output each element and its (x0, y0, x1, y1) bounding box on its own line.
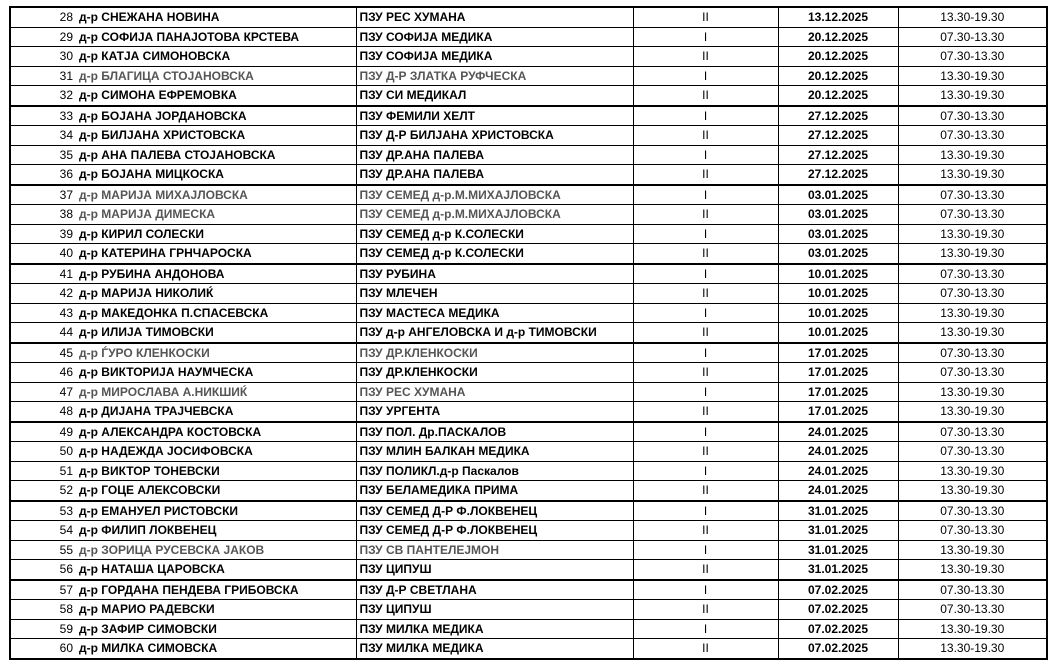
table-row (10, 461, 1047, 481)
duty-time-cell: 13.30-19.30 (898, 540, 1047, 560)
row-number-cell: 47 (10, 382, 76, 402)
row-number-cell: 44 (10, 323, 76, 343)
doctor-name-cell: д-р ДИЈАНА ТРАЈЧЕВСКА (76, 402, 356, 422)
duty-date-cell: 10.01.2025 (778, 303, 898, 323)
doctor-name-cell: д-р ГОРДАНА ПЕНДЕВА ГРИБОВСКА (76, 580, 356, 600)
duty-time-cell: 07.30-13.30 (898, 185, 1047, 205)
duty-date-cell: 24.01.2025 (778, 461, 898, 481)
duty-time-cell: 13.30-19.30 (898, 619, 1047, 639)
duty-date-cell: 31.01.2025 (778, 501, 898, 521)
duty-date-cell: 07.02.2025 (778, 619, 898, 639)
duty-date-cell: 03.01.2025 (778, 185, 898, 205)
duty-time-cell: 13.30-19.30 (898, 382, 1047, 402)
shift-cell: II (633, 600, 778, 620)
clinic-name-cell: ПЗУ ЦИПУШ (356, 560, 633, 580)
table-row (10, 540, 1047, 560)
row-number-cell: 52 (10, 481, 76, 501)
shift-cell: I (633, 619, 778, 639)
duty-date-cell: 27.12.2025 (778, 165, 898, 185)
shift-cell: I (633, 224, 778, 244)
clinic-name-cell: ПЗУ ПОЛИКЛ.д-р Паскалов (356, 461, 633, 481)
shift-cell: I (633, 106, 778, 126)
duty-time-cell: 07.30-13.30 (898, 126, 1047, 146)
duty-time-cell: 13.30-19.30 (898, 461, 1047, 481)
clinic-name-cell: ПЗУ Д-Р ЗЛАТКА РУФЧЕСКА (356, 66, 633, 86)
duty-time-cell: 13.30-19.30 (898, 481, 1047, 501)
shift-cell: I (633, 580, 778, 600)
clinic-name-cell: ПЗУ РУБИНА (356, 264, 633, 284)
doctor-name-cell: д-р МИРОСЛАВА А.НИКШИЌ (76, 382, 356, 402)
table-row (10, 165, 1047, 185)
table-row (10, 126, 1047, 146)
clinic-name-cell: ПЗУ Д-Р БИЛЈАНА ХРИСТОВСКА (356, 126, 633, 146)
shift-cell: I (633, 461, 778, 481)
duty-date-cell: 31.01.2025 (778, 540, 898, 560)
clinic-name-cell: ПЗУ РЕС ХУМАНА (356, 382, 633, 402)
duty-date-cell: 03.01.2025 (778, 205, 898, 225)
clinic-name-cell: ПЗУ МЛЕЧЕН (356, 284, 633, 304)
row-number-cell: 54 (10, 521, 76, 541)
doctor-name-cell: д-р АЛЕКСАНДРА КОСТОВСКА (76, 422, 356, 442)
table-row (10, 580, 1047, 600)
row-number-cell: 51 (10, 461, 76, 481)
duty-time-cell: 13.30-19.30 (898, 639, 1047, 659)
shift-cell: I (633, 540, 778, 560)
doctor-name-cell: д-р НАДЕЖДА ЈОСИФОВСКА (76, 442, 356, 462)
row-number-cell: 58 (10, 600, 76, 620)
table-row (10, 106, 1047, 126)
clinic-name-cell: ПЗУ СЕМЕД д-р.М.МИХАЈЛОВСКА (356, 205, 633, 225)
doctor-name-cell: д-р ЗАФИР СИМОВСКИ (76, 619, 356, 639)
row-number-cell: 39 (10, 224, 76, 244)
duty-date-cell: 17.01.2025 (778, 402, 898, 422)
clinic-name-cell: ПЗУ СВ ПАНТЕЛЕЈМОН (356, 540, 633, 560)
clinic-name-cell: ПЗУ СЕМЕД д-р.М.МИХАЈЛОВСКА (356, 185, 633, 205)
clinic-name-cell: ПЗУ РЕС ХУМАНА (356, 7, 633, 27)
shift-cell: II (633, 481, 778, 501)
duty-date-cell: 07.02.2025 (778, 639, 898, 659)
duty-date-cell: 17.01.2025 (778, 363, 898, 383)
doctor-name-cell: д-р БОЈАНА ЈОРДАНОВСКА (76, 106, 356, 126)
duty-time-cell: 13.30-19.30 (898, 560, 1047, 580)
doctor-name-cell: д-р АНА ПАЛЕВА СТОЈАНОВСКА (76, 145, 356, 165)
duty-time-cell: 07.30-13.30 (898, 442, 1047, 462)
table-row (10, 145, 1047, 165)
doctor-name-cell: д-р КИРИЛ СОЛЕСКИ (76, 224, 356, 244)
duty-date-cell: 10.01.2025 (778, 323, 898, 343)
duty-time-cell: 07.30-13.30 (898, 580, 1047, 600)
duty-time-cell: 07.30-13.30 (898, 422, 1047, 442)
duty-date-cell: 27.12.2025 (778, 106, 898, 126)
schedule-table (9, 6, 1048, 660)
table-row (10, 619, 1047, 639)
row-number-cell: 33 (10, 106, 76, 126)
duty-time-cell: 07.30-13.30 (898, 264, 1047, 284)
duty-date-cell: 07.02.2025 (778, 600, 898, 620)
shift-cell: I (633, 66, 778, 86)
clinic-name-cell: ПЗУ ДР.КЛЕНКОСКИ (356, 343, 633, 363)
clinic-name-cell: ПЗУ СИ МЕДИКАЛ (356, 86, 633, 106)
duty-date-cell: 10.01.2025 (778, 264, 898, 284)
shift-cell: I (633, 303, 778, 323)
row-number-cell: 36 (10, 165, 76, 185)
row-number-cell: 35 (10, 145, 76, 165)
doctor-name-cell: д-р МАКЕДОНКА П.СПАСЕВСКА (76, 303, 356, 323)
row-number-cell: 53 (10, 501, 76, 521)
doctor-name-cell: д-р МАРИО РАДЕВСКИ (76, 600, 356, 620)
clinic-name-cell: ПЗУ СОФИЈА МЕДИКА (356, 27, 633, 47)
doctor-name-cell: д-р ИЛИЈА ТИМОВСКИ (76, 323, 356, 343)
duty-date-cell: 20.12.2025 (778, 86, 898, 106)
shift-cell: I (633, 382, 778, 402)
shift-cell: I (633, 422, 778, 442)
doctor-name-cell: д-р ЗОРИЦА РУСЕВСКА ЈАКОВ (76, 540, 356, 560)
row-number-cell: 31 (10, 66, 76, 86)
table-row (10, 501, 1047, 521)
duty-time-cell: 07.30-13.30 (898, 47, 1047, 67)
doctor-name-cell: д-р БЛАГИЦА СТОЈАНОВСКА (76, 66, 356, 86)
row-number-cell: 32 (10, 86, 76, 106)
duty-date-cell: 20.12.2025 (778, 66, 898, 86)
shift-cell: II (633, 442, 778, 462)
duty-date-cell: 24.01.2025 (778, 422, 898, 442)
duty-time-cell: 07.30-13.30 (898, 27, 1047, 47)
table-row (10, 264, 1047, 284)
shift-cell: II (633, 284, 778, 304)
duty-time-cell: 07.30-13.30 (898, 501, 1047, 521)
clinic-name-cell: ПЗУ СОФИЈА МЕДИКА (356, 47, 633, 67)
doctor-name-cell: д-р СИМОНА ЕФРЕМОВКА (76, 86, 356, 106)
table-row (10, 185, 1047, 205)
row-number-cell: 38 (10, 205, 76, 225)
doctor-name-cell: д-р КАТЈА СИМОНОВСКА (76, 47, 356, 67)
clinic-name-cell: ПЗУ МИЛКА МЕДИКА (356, 639, 633, 659)
duty-date-cell: 31.01.2025 (778, 560, 898, 580)
shift-cell: II (633, 47, 778, 67)
shift-cell: I (633, 264, 778, 284)
duty-time-cell: 07.30-13.30 (898, 106, 1047, 126)
duty-date-cell: 24.01.2025 (778, 442, 898, 462)
doctor-name-cell: д-р ВИКТОРИЈА НАУМЧЕСКА (76, 363, 356, 383)
row-number-cell: 43 (10, 303, 76, 323)
duty-time-cell: 13.30-19.30 (898, 323, 1047, 343)
table-row (10, 27, 1047, 47)
table-row (10, 422, 1047, 442)
table-row (10, 205, 1047, 225)
table-row (10, 639, 1047, 659)
row-number-cell: 45 (10, 343, 76, 363)
table-row (10, 402, 1047, 422)
shift-cell: II (633, 560, 778, 580)
clinic-name-cell: ПЗУ Д-Р СВЕТЛАНА (356, 580, 633, 600)
duty-date-cell: 10.01.2025 (778, 284, 898, 304)
doctor-name-cell: д-р ЕМАНУЕЛ РИСТОВСКИ (76, 501, 356, 521)
clinic-name-cell: ПЗУ СЕМЕД Д-Р Ф.ЛОКВЕНЕЦ (356, 501, 633, 521)
doctor-name-cell: д-р КАТЕРИНА ГРНЧАРОСКА (76, 244, 356, 264)
clinic-name-cell: ПЗУ МЛИН БАЛКАН МЕДИКА (356, 442, 633, 462)
duty-date-cell: 20.12.2025 (778, 27, 898, 47)
row-number-cell: 59 (10, 619, 76, 639)
duty-time-cell: 07.30-13.30 (898, 284, 1047, 304)
row-number-cell: 34 (10, 126, 76, 146)
row-number-cell: 46 (10, 363, 76, 383)
doctor-name-cell: д-р ВИКТОР ТОНЕВСКИ (76, 461, 356, 481)
clinic-name-cell: ПЗУ ФЕМИЛИ ХЕЛТ (356, 106, 633, 126)
table-row (10, 86, 1047, 106)
duty-time-cell: 07.30-13.30 (898, 343, 1047, 363)
row-number-cell: 28 (10, 7, 76, 27)
shift-cell: I (633, 145, 778, 165)
row-number-cell: 42 (10, 284, 76, 304)
row-number-cell: 30 (10, 47, 76, 67)
clinic-name-cell: ПЗУ ДР.АНА ПАЛЕВА (356, 145, 633, 165)
duty-date-cell: 07.02.2025 (778, 580, 898, 600)
clinic-name-cell: ПЗУ СЕМЕД Д-Р Ф.ЛОКВЕНЕЦ (356, 521, 633, 541)
duty-date-cell: 17.01.2025 (778, 343, 898, 363)
table-row (10, 442, 1047, 462)
row-number-cell: 49 (10, 422, 76, 442)
duty-date-cell: 27.12.2025 (778, 126, 898, 146)
shift-cell: II (633, 402, 778, 422)
table-row (10, 47, 1047, 67)
duty-date-cell: 13.12.2025 (778, 7, 898, 27)
table-row (10, 323, 1047, 343)
clinic-name-cell: ПЗУ д-р АНГЕЛОВСКА И д-р ТИМОВСКИ (356, 323, 633, 343)
shift-cell: II (633, 639, 778, 659)
shift-cell: II (633, 126, 778, 146)
shift-cell: I (633, 27, 778, 47)
doctor-name-cell: д-р МАРИЈА ДИМЕСКА (76, 205, 356, 225)
table-row (10, 560, 1047, 580)
duty-date-cell: 20.12.2025 (778, 47, 898, 67)
clinic-name-cell: ПЗУ МАСТЕСА МЕДИКА (356, 303, 633, 323)
table-row (10, 382, 1047, 402)
clinic-name-cell: ПЗУ УРГЕНТА (356, 402, 633, 422)
table-row (10, 481, 1047, 501)
duty-time-cell: 07.30-13.30 (898, 521, 1047, 541)
duty-time-cell: 13.30-19.30 (898, 165, 1047, 185)
shift-cell: II (633, 7, 778, 27)
clinic-name-cell: ПЗУ СЕМЕД д-р К.СОЛЕСКИ (356, 244, 633, 264)
duty-time-cell: 07.30-13.30 (898, 600, 1047, 620)
shift-cell: II (633, 244, 778, 264)
shift-cell: II (633, 205, 778, 225)
shift-cell: II (633, 323, 778, 343)
clinic-name-cell: ПЗУ ДР.АНА ПАЛЕВА (356, 165, 633, 185)
doctor-name-cell: д-р МАРИЈА МИХАЈЛОВСКА (76, 185, 356, 205)
shift-cell: II (633, 363, 778, 383)
row-number-cell: 55 (10, 540, 76, 560)
duty-date-cell: 24.01.2025 (778, 481, 898, 501)
table-row (10, 363, 1047, 383)
doctor-name-cell: д-р ГОЦЕ АЛЕКСОВСКИ (76, 481, 356, 501)
row-number-cell: 56 (10, 560, 76, 580)
row-number-cell: 50 (10, 442, 76, 462)
table-row (10, 343, 1047, 363)
table-row (10, 224, 1047, 244)
duty-time-cell: 13.30-19.30 (898, 224, 1047, 244)
table-row (10, 600, 1047, 620)
clinic-name-cell: ПЗУ ДР.КЛЕНКОСКИ (356, 363, 633, 383)
doctor-name-cell: д-р РУБИНА АНДОНОВА (76, 264, 356, 284)
duty-date-cell: 17.01.2025 (778, 382, 898, 402)
duty-date-cell: 31.01.2025 (778, 521, 898, 541)
clinic-name-cell: ПЗУ БЕЛАМЕДИКА ПРИМА (356, 481, 633, 501)
shift-cell: II (633, 521, 778, 541)
table-row (10, 7, 1047, 27)
doctor-name-cell: д-р ЃУРО КЛЕНКОСКИ (76, 343, 356, 363)
duty-date-cell: 03.01.2025 (778, 244, 898, 264)
clinic-name-cell: ПЗУ ЦИПУШ (356, 600, 633, 620)
doctor-name-cell: д-р БИЛЈАНА ХРИСТОВСКА (76, 126, 356, 146)
clinic-name-cell: ПЗУ ПОЛ. Др.ПАСКАЛОВ (356, 422, 633, 442)
shift-cell: II (633, 165, 778, 185)
duty-time-cell: 13.30-19.30 (898, 402, 1047, 422)
table-row (10, 66, 1047, 86)
duty-time-cell: 13.30-19.30 (898, 7, 1047, 27)
row-number-cell: 57 (10, 580, 76, 600)
duty-time-cell: 13.30-19.30 (898, 303, 1047, 323)
doctor-name-cell: д-р МИЛКА СИМОВСКА (76, 639, 356, 659)
duty-date-cell: 27.12.2025 (778, 145, 898, 165)
schedule-rows (10, 7, 1047, 659)
doctor-name-cell: д-р БОЈАНА МИЦКОСКА (76, 165, 356, 185)
duty-time-cell: 13.30-19.30 (898, 145, 1047, 165)
shift-cell: I (633, 185, 778, 205)
shift-cell: I (633, 501, 778, 521)
shift-cell: II (633, 86, 778, 106)
clinic-name-cell: ПЗУ СЕМЕД д-р К.СОЛЕСКИ (356, 224, 633, 244)
table-row (10, 521, 1047, 541)
doctor-name-cell: д-р НАТАША ЦАРОВСКА (76, 560, 356, 580)
row-number-cell: 40 (10, 244, 76, 264)
table-row (10, 284, 1047, 304)
duty-time-cell: 13.30-19.30 (898, 66, 1047, 86)
row-number-cell: 29 (10, 27, 76, 47)
table-row (10, 303, 1047, 323)
row-number-cell: 37 (10, 185, 76, 205)
row-number-cell: 41 (10, 264, 76, 284)
shift-cell: I (633, 343, 778, 363)
duty-time-cell: 13.30-19.30 (898, 244, 1047, 264)
row-number-cell: 60 (10, 639, 76, 659)
doctor-name-cell: д-р ФИЛИП ЛОКВЕНЕЦ (76, 521, 356, 541)
doctor-name-cell: д-р МАРИЈА НИКОЛИЌ (76, 284, 356, 304)
doctor-name-cell: д-р СНЕЖАНА НОВИНА (76, 7, 356, 27)
duty-time-cell: 07.30-13.30 (898, 363, 1047, 383)
duty-time-cell: 07.30-13.30 (898, 205, 1047, 225)
duty-date-cell: 03.01.2025 (778, 224, 898, 244)
duty-time-cell: 13.30-19.30 (898, 86, 1047, 106)
doctor-name-cell: д-р СОФИЈА ПАНАЈОТОВА КРСТЕВА (76, 27, 356, 47)
clinic-name-cell: ПЗУ МИЛКА МЕДИКА (356, 619, 633, 639)
table-row (10, 244, 1047, 264)
row-number-cell: 48 (10, 402, 76, 422)
